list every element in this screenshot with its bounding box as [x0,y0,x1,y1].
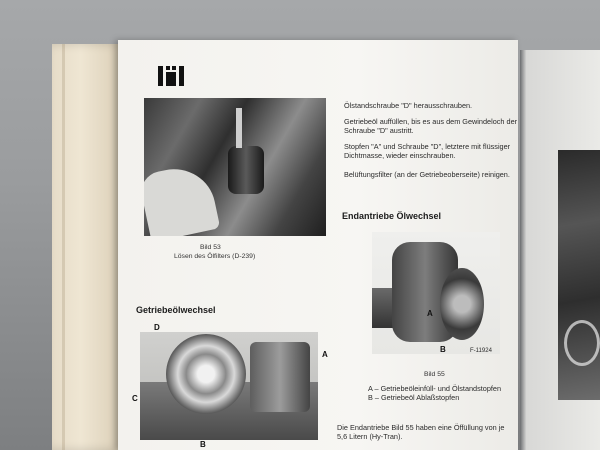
legend-line: A – Getriebeöleinfüll- und Ölstandstopfen [368,384,502,393]
footer-line: 5,6 Litern (Hy-Tran). [337,432,403,441]
ih-logo-icon [158,66,184,86]
section-heading-getriebeoelwechsel: Getriebeölwechsel [136,305,216,315]
section-heading-endantriebe: Endantriebe Ölwechsel [342,211,442,221]
figure-53-caption-text: Lösen des Ölfilters (D-239) [174,253,256,260]
binder-spine [52,44,124,450]
paragraph-line: Ölstandschraube "D" herausschrauben. [344,101,473,110]
label-b: B [200,440,206,449]
label-a-fig55: A [427,309,433,318]
footer-line: Die Endantriebe Bild 55 haben eine Öffüllung von je [337,423,505,432]
paragraph-line: Dichtmasse, wieder einschrauben. [344,151,456,160]
label-d: D [154,323,160,332]
figure-code: F-11924 [470,348,492,354]
transmission-photo [140,332,318,440]
label-c: C [132,394,138,403]
label-b-fig55: B [440,345,446,354]
legend-line: B – Getriebeöl Ablaßstopfen [368,393,460,402]
figure-53-caption-number: Bild 53 [200,244,221,251]
paragraph-line: Belüftungsfilter (an der Getriebeoberseite) reinigen. [344,170,510,179]
paragraph-line: Getriebeöl auffüllen, bis es aus dem Gewindeloch der [344,117,518,126]
label-a: A [322,350,328,359]
figure-53-photo [144,98,326,236]
facing-page-photo [558,150,600,400]
figure-55-caption: Bild 55 [424,371,445,378]
figure-55-photo [372,232,500,354]
paragraph-line: Stopfen "A" und Schraube "D", letztere mit flüssiger [344,142,511,151]
paragraph-line: Schraube "D" austritt. [344,126,414,135]
